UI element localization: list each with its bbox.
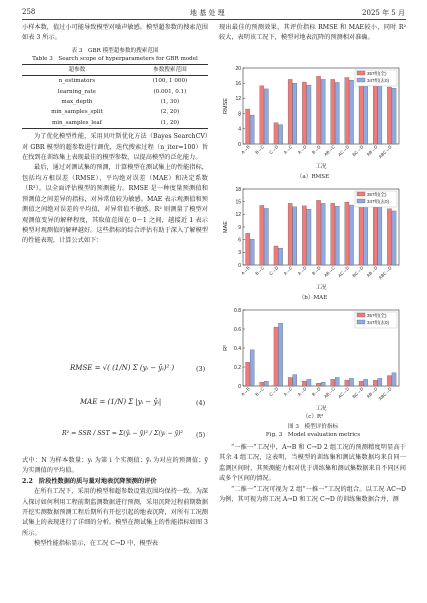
y-tick-label: 15: [235, 199, 241, 206]
bar: [331, 79, 335, 144]
bar: [307, 379, 311, 386]
table-row: learning_rate (0.001, 0.1): [57, 88, 187, 95]
bar: [345, 78, 349, 145]
y-tick-label: 0.2: [234, 364, 241, 371]
bar: [335, 377, 339, 386]
x-tick-label: AB→D: [365, 144, 379, 157]
x-tick-label: A→D: [296, 386, 308, 397]
legend-swatch: [357, 313, 365, 317]
y-axis-label: MAE: [223, 221, 229, 233]
issue-date: 2025 年 5 月: [362, 9, 405, 17]
table-header: 参数搜索范围: [153, 66, 187, 73]
bar: [387, 376, 391, 386]
paragraph: “一推一”工况中，A→B 和 C→D 2 组工况的预测精度明显高于其余 4 组工况，这表明，当模型的训练集和测试集数据均来自同一监测区间时，其预测能力相对优于训练集和测试集数据来自不同区间或多个区间的情况。: [219, 444, 406, 483]
chart-mae: [219, 183, 407, 293]
table-caption-cn: 表 3 GBR 模型超参数的搜索范围: [71, 47, 159, 54]
x-tick-label: A→C: [282, 386, 294, 397]
equation-number: (4): [196, 399, 206, 407]
bar: [359, 205, 363, 265]
y-tick-label: 20: [235, 65, 241, 72]
y-tick-label: 0: [238, 383, 241, 390]
x-tick-label: ABC→D: [377, 386, 393, 402]
bar: [373, 203, 377, 265]
bar: [307, 85, 311, 144]
bar: [321, 203, 325, 265]
bar: [274, 327, 278, 386]
x-tick-label: A→B: [240, 144, 251, 155]
bar: [246, 362, 250, 386]
bar: [316, 383, 320, 386]
subfigure-caption: （c）R²: [302, 414, 324, 420]
bar: [364, 84, 368, 144]
equation-number: (3): [196, 365, 206, 373]
x-tick-label: B→D: [310, 265, 322, 276]
x-tick-label: ABC→D: [377, 265, 393, 281]
legend-label: 347组(去0): [367, 77, 390, 83]
equation-r2: R² = SSR / SST = Σ(ŷᵢ − ȳ)² / Σ(yᵢ − ȳ)²: [62, 430, 184, 437]
bar: [349, 80, 353, 144]
y-tick-label: 0.8: [234, 307, 241, 314]
y-axis-label: RMSE: [223, 98, 229, 114]
y-tick-label: 0: [238, 141, 241, 148]
x-tick-label: AB→C: [323, 265, 336, 278]
left-column-bottom: [22, 456, 208, 550]
paragraph: 式中：N 为样本数量；yᵢ 为第 i 个实测值；ȳᵢ 为对应的预测值；ȳ 为实测值的平均值。: [22, 457, 208, 475]
paragraph: “二推一”工况可视为 2 组“一推一”工况的组合。以工况 AC→D 为例，其可视为将工况 A→D 和工况 C→D 的训练集数据合并，测: [219, 485, 406, 504]
x-tick-label: AB→C: [323, 386, 336, 399]
table-row: max_depth (1, 30): [61, 99, 180, 106]
bar: [302, 206, 306, 265]
bar: [260, 86, 264, 144]
legend-label: 347组(去0): [367, 198, 390, 204]
bar: [288, 79, 292, 144]
subfigure-caption: （b）MAE: [298, 295, 328, 301]
bar: [321, 79, 325, 144]
x-tick-label: A→C: [282, 144, 294, 155]
bar: [321, 382, 325, 386]
bar: [250, 239, 254, 265]
table-row: min_samples_split (2, 20): [51, 109, 180, 116]
bar: [288, 377, 292, 386]
bar: [278, 248, 282, 265]
x-tick-label: B→C: [254, 386, 265, 397]
bar: [392, 211, 396, 265]
bar: [345, 380, 349, 386]
x-tick-label: BC→D: [351, 265, 365, 279]
bar: [246, 233, 250, 265]
bar: [316, 200, 320, 265]
bar: [260, 205, 264, 265]
y-axis-label: R²: [223, 345, 229, 351]
x-tick-label: AB→D: [365, 265, 379, 278]
y-tick-label: 3: [238, 250, 241, 257]
x-tick-label: C→D: [268, 386, 280, 398]
y-tick-label: 12: [235, 96, 241, 103]
paragraph: 最后，通过对测试集的预测，计算模型在测试集上的性能指标，包括均方根误差（RMSE）、平均绝对误差（MAE）和决定系数（R²），以全面评估模型的预测能力。RMSE 是一种度量预测值和预测值之间差异的指标，对异常值较为敏感。MAE 表示观测值和预测值之间绝对误差的平均值，对异常值不敏感。R² 则测量了模型对观测值变异的解释程度，其取值范围在 0～1 之间，越接近 1 表示模型对观测值的解释越好。这些指标的综合评估有助于深入了解模型的性能表现，计算公式如下：: [22, 164, 208, 245]
bar: [335, 206, 339, 265]
table-header: 超参数: [68, 66, 86, 73]
table-row: min_samples_leaf (1, 20): [51, 119, 180, 126]
paragraph: 为了优化模型性能，采用贝叶斯优化方法（Bayes SearchCV）对 GBR 模型的超参数进行调优，迭代搜索过程（n_iter=100）旨在找到在训练集上表现最佳的模型参数，以提高模型的泛化能力。: [22, 133, 208, 162]
bar: [264, 208, 268, 265]
equation-mae: MAE = (1/N) Σ |yᵢ − ŷᵢ|: [80, 398, 162, 406]
legend-label: 347组(去0): [367, 319, 390, 325]
bar: [293, 207, 297, 265]
x-tick-label: A→B: [240, 265, 251, 276]
x-tick-label: B→C: [254, 144, 265, 155]
bar: [392, 88, 396, 144]
x-tick-label: A→B: [240, 386, 251, 397]
bar: [260, 382, 264, 386]
y-tick-label: 12: [235, 212, 241, 219]
equation-number: (5): [196, 431, 206, 439]
bar: [316, 76, 320, 144]
x-axis-label: 工况: [315, 164, 327, 170]
y-tick-label: 0.4: [234, 345, 241, 352]
bar: [246, 109, 250, 144]
x-tick-label: B→D: [310, 386, 322, 397]
chart-rmse: [219, 62, 407, 172]
bar: [359, 81, 363, 144]
legend-label: 357组(全): [367, 70, 387, 76]
x-tick-label: BC→D: [351, 386, 365, 400]
section-heading: 2.2 阶段性数据的质与量对地表沉降预测的评价: [22, 477, 157, 485]
legend-swatch: [357, 199, 365, 203]
bar: [274, 246, 278, 265]
bar: [250, 350, 254, 386]
legend-swatch: [357, 71, 365, 75]
x-tick-label: AB→C: [323, 144, 336, 157]
x-tick-label: A→D: [296, 144, 308, 155]
legend-swatch: [357, 192, 365, 196]
bar: [359, 381, 363, 386]
x-tick-label: AB→D: [365, 386, 379, 399]
bar: [387, 209, 391, 265]
x-tick-label: AC→D: [337, 386, 351, 400]
bar: [293, 375, 297, 386]
right-column-bottom: [219, 443, 406, 505]
right-column-top: [219, 23, 406, 44]
bar: [349, 378, 353, 386]
legend-swatch: [357, 78, 365, 82]
bar: [392, 373, 396, 386]
paragraph: 模型性能指标显示，在工况 C→D 中，模型表: [34, 540, 158, 548]
paragraph: 小样本数，值过小可能导致模型对噪声敏感。模型超参数的搜索范围如表 3 所示。: [22, 24, 208, 42]
paragraph: 在所有工况下，采用的模型和超参数设置范围均保持一致。为深入探讨如何利用工程前期监测数据进行预测，采用沉降过程前期数据开挖实测数据预测工程后期所有开挖引起的地表沉降，对所有工况测试集上的表现进行了详细的分析。模型在测试集上的性能指标如图 3 所示。: [22, 488, 208, 537]
page-number: 258: [22, 8, 36, 16]
header-rule: [22, 19, 406, 20]
y-tick-label: 16: [235, 81, 241, 87]
bar: [378, 81, 382, 144]
x-tick-label: ABC→D: [377, 144, 393, 160]
bar: [331, 379, 335, 386]
y-tick-label: 18: [235, 186, 241, 193]
bar: [364, 379, 368, 386]
bar: [364, 208, 368, 265]
bar: [264, 89, 268, 144]
x-axis-label: 工况: [315, 285, 327, 291]
bar: [278, 323, 282, 386]
x-tick-label: C→D: [268, 265, 280, 277]
bar: [274, 123, 278, 144]
x-tick-label: B→D: [310, 144, 322, 155]
bar: [264, 381, 268, 386]
x-tick-label: AC→D: [337, 265, 351, 279]
x-tick-label: A→C: [282, 265, 294, 276]
bar: [288, 203, 292, 265]
y-tick-label: 8: [238, 111, 241, 118]
bar: [373, 380, 377, 386]
x-tick-label: AC→D: [337, 144, 351, 158]
x-tick-label: C→D: [268, 144, 280, 156]
bar: [378, 378, 382, 386]
x-tick-label: B→C: [254, 265, 265, 276]
paragraph: 现出最佳的预测效果，其评价指标 RMSE 和 MAE较小，同时 R² 较大，表明该工况下，模型对地表沉降的预测相对准确。: [219, 24, 406, 42]
bar: [373, 78, 377, 144]
left-column: [22, 23, 208, 247]
y-tick-label: 0.6: [234, 326, 241, 333]
x-axis-label: 工况: [315, 406, 327, 412]
bar: [307, 209, 311, 265]
bar: [293, 83, 297, 144]
bar: [387, 87, 391, 144]
y-tick-label: 6: [238, 237, 241, 244]
table-row: n_estimators (100, 1 000): [58, 78, 188, 85]
x-tick-label: A→D: [296, 265, 308, 276]
equation-rmse: RMSE = √( (1/N) Σ (yᵢ − ŷᵢ)² ): [70, 364, 175, 372]
bar: [302, 82, 306, 144]
journal-title: 地 基 处 理: [190, 9, 225, 17]
bar: [302, 381, 306, 386]
x-tick-label: BC→D: [351, 144, 365, 158]
y-tick-label: 0: [238, 262, 241, 269]
y-tick-label: 9: [238, 224, 241, 231]
legend-label: 357组(全): [367, 191, 387, 197]
bar: [250, 115, 254, 144]
y-tick-label: 4: [238, 126, 241, 133]
figure-caption-cn: 图 3 模型评价指标: [287, 424, 339, 430]
bar: [378, 205, 382, 265]
hyperparameter-table: [22, 64, 208, 129]
subfigure-caption: （a）RMSE: [296, 174, 330, 180]
bar: [345, 202, 349, 265]
bar: [331, 203, 335, 265]
legend-swatch: [357, 320, 365, 324]
legend-label: 357组(全): [367, 312, 387, 318]
figure-caption-en: Fig. 3 Model evaluation metrics: [265, 432, 361, 438]
bar: [278, 125, 282, 144]
chart-r2: [219, 304, 407, 414]
bar: [335, 82, 339, 144]
bar: [349, 205, 353, 265]
table-caption-en: Table 3 Search scope of hyperparameters for GBR model: [32, 55, 198, 62]
